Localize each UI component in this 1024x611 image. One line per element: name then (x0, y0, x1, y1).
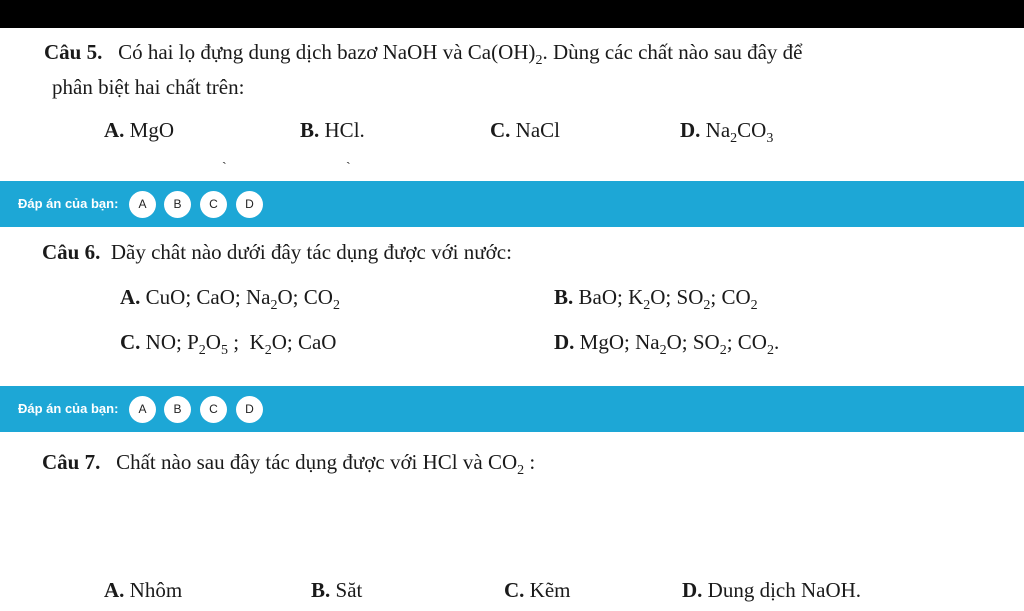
stray-mark: ˏ (222, 150, 227, 165)
top-black-bar (0, 0, 1024, 28)
subscript: 5 (220, 343, 228, 358)
option-label: D. (554, 330, 575, 354)
answer-option-d[interactable]: D (236, 191, 263, 218)
q6-option-b (554, 285, 758, 313)
subscript: 2 (766, 343, 774, 358)
option-text: HCl. (324, 118, 365, 142)
subscript: 2 (719, 343, 727, 358)
subscript: 2 (535, 53, 543, 68)
option-text: O; SO (666, 330, 720, 354)
option-text: CuO; CaO; Na (145, 285, 271, 309)
option-label: A. (104, 118, 125, 142)
option-text: NaCl (515, 118, 560, 142)
q5-option-c (490, 120, 560, 141)
question-6-text: Dãy chât nào dưới đây tác dụng được với nước: (110, 240, 512, 264)
answer-bar-label: Đáp án của bạn: (18, 401, 119, 416)
question-7-text: Chất nào sau đây tác dụng được với HCl và CO (116, 450, 518, 474)
option-text: Săt (335, 578, 363, 602)
option-text: O; CaO (271, 330, 337, 354)
option-label: A. (120, 285, 141, 309)
subscript: 3 (766, 131, 774, 146)
option-label: D. (682, 578, 703, 602)
question-5-line-1 (44, 40, 803, 68)
subscript: 2 (517, 463, 525, 478)
option-label: C. (490, 118, 511, 142)
option-text: O (205, 330, 221, 354)
option-text: BaO; K (578, 285, 644, 309)
option-label: B. (300, 118, 320, 142)
q6-option-d (554, 330, 780, 358)
answer-option-c[interactable]: C (200, 191, 227, 218)
option-text: ; CO (726, 330, 767, 354)
option-label: B. (311, 578, 331, 602)
q5-option-d (680, 118, 774, 146)
answer-option-a[interactable]: A (129, 396, 156, 423)
question-5-text-end: . Dùng các chất nào sau đây để (542, 40, 803, 64)
question-5-text: Có hai lọ đựng dung dịch bazơ NaOH và Ca(OH) (118, 40, 536, 64)
subscript: 2 (659, 343, 667, 358)
question-7-number: Câu 7. (42, 450, 101, 474)
option-text: Kẽm (529, 578, 571, 602)
subscript: 2 (270, 298, 278, 313)
question-6-line (42, 242, 512, 263)
answer-option-a[interactable]: A (129, 191, 156, 218)
option-text: CO (737, 118, 767, 142)
q5-option-b (300, 120, 365, 141)
answer-option-b[interactable]: B (164, 191, 191, 218)
option-text: MgO (129, 118, 175, 142)
option-label: D. (680, 118, 701, 142)
option-text: . (773, 330, 780, 354)
subscript: 2 (703, 298, 711, 313)
option-text: Na (705, 118, 731, 142)
option-text: O; SO (650, 285, 704, 309)
option-text: Dung dịch NaOH. (707, 578, 862, 602)
q5-option-a (104, 120, 174, 141)
subscript: 2 (750, 298, 758, 313)
stray-mark: ˎ (346, 150, 351, 165)
answer-option-c[interactable]: C (200, 396, 227, 423)
answer-bar-q5 (0, 181, 1024, 227)
option-text: MgO; Na (579, 330, 660, 354)
question-6-number: Câu 6. (42, 240, 101, 264)
q6-option-c (120, 330, 337, 358)
question-5-number: Câu 5. (44, 40, 103, 64)
option-label: B. (554, 285, 574, 309)
q7-option-b (311, 580, 362, 601)
q7-option-d (682, 580, 861, 601)
question-7-text-end: : (524, 450, 536, 474)
subscript: 2 (332, 298, 340, 313)
answer-option-d[interactable]: D (236, 396, 263, 423)
answer-bar-q6 (0, 386, 1024, 432)
q6-option-a (120, 285, 340, 313)
question-7-line (42, 450, 536, 478)
q7-option-c (504, 580, 571, 601)
option-label: C. (504, 578, 525, 602)
q7-option-a (104, 580, 182, 601)
option-label: A. (104, 578, 125, 602)
option-text: ; CO (710, 285, 751, 309)
answer-bar-label: Đáp án của bạn: (18, 196, 119, 211)
option-text: O; CO (277, 285, 333, 309)
question-5-line-2: phân biệt hai chất trên: (52, 75, 245, 99)
option-text: ; K (227, 330, 265, 354)
option-label: C. (120, 330, 141, 354)
subscript: 2 (643, 298, 651, 313)
option-text: NO; P (145, 330, 199, 354)
subscript: 2 (198, 343, 206, 358)
subscript: 2 (730, 131, 738, 146)
subscript: 2 (264, 343, 272, 358)
answer-option-b[interactable]: B (164, 396, 191, 423)
option-text: Nhôm (129, 578, 183, 602)
